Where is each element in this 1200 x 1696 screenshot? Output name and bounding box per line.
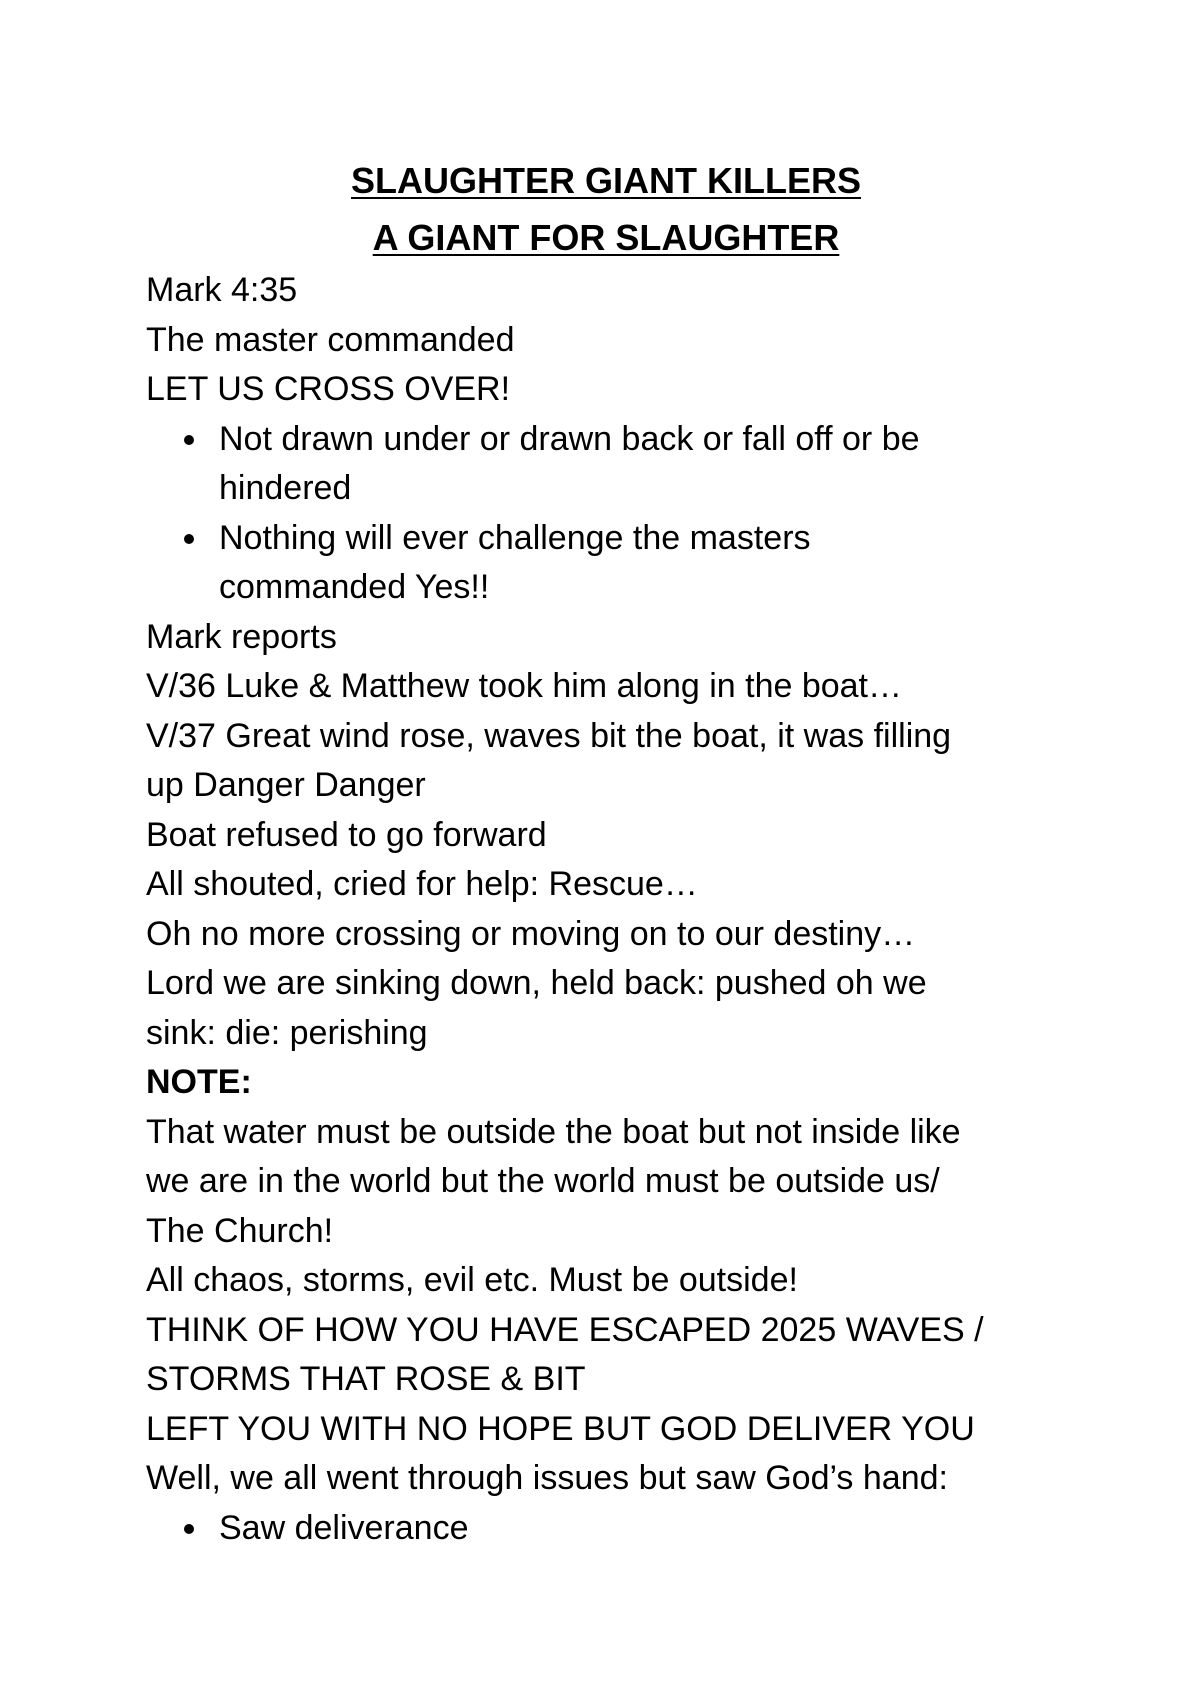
title-line-2: A GIANT FOR SLAUGHTER: [372, 217, 840, 258]
note-label: NOTE:: [146, 1063, 252, 1101]
text-line: Oh no more crossing or moving on to our destiny…: [146, 914, 916, 953]
text-line: That water must be outside the boat but not inside like: [146, 1112, 961, 1151]
bullet-icon: [184, 534, 194, 544]
list-item-line: hindered: [219, 469, 352, 507]
list-item: [146, 1504, 1066, 1554]
document-body: [146, 152, 1066, 1553]
text-line: we are in the world but the world must be outside us/: [146, 1162, 940, 1200]
intro-lines: [146, 266, 1066, 415]
text-line: All shouted, cried for help: Rescue…: [146, 865, 698, 903]
text-line: sink: die: perishing: [146, 1013, 428, 1052]
list-item: [146, 415, 1066, 514]
note-lines: [146, 1108, 1066, 1504]
text-line: Mark 4:35: [146, 271, 298, 309]
text-line: The master commanded: [146, 320, 515, 359]
text-line: Lord we are sinking down, held back: pushed oh we: [146, 964, 927, 1002]
text-line: Boat refused to go forward: [146, 815, 547, 854]
text-line: The Church!: [146, 1211, 334, 1250]
bullet-list-1: [146, 415, 1066, 613]
list-item-line: Not drawn under or drawn back or fall off or be: [219, 419, 920, 458]
text-line: THINK OF HOW YOU HAVE ESCAPED 2025 WAVES /: [146, 1310, 984, 1349]
bullet-list-2: [146, 1504, 1066, 1554]
text-line: V/36 Luke & Matthew took him along in the boat…: [146, 667, 903, 705]
bullet-icon: [184, 435, 194, 445]
title-line-1: SLAUGHTER GIANT KILLERS: [351, 160, 861, 201]
bullet-icon: [184, 1524, 194, 1534]
text-line: V/37 Great wind rose, waves bit the boat, it was filling: [146, 716, 952, 755]
list-item-line: commanded Yes!!: [219, 568, 490, 606]
text-line: STORMS THAT ROSE & BIT: [146, 1360, 586, 1398]
text-line: All chaos, storms, evil etc. Must be outside!: [146, 1261, 798, 1299]
list-item-line: Saw deliverance: [219, 1508, 469, 1547]
text-line: Mark reports: [146, 617, 337, 656]
report-lines: [146, 613, 1066, 1059]
list-item-line: Nothing will ever challenge the masters: [219, 518, 811, 557]
text-line: Well, we all went through issues but saw God’s hand:: [146, 1459, 948, 1497]
text-line: LET US CROSS OVER!: [146, 370, 511, 408]
text-line: LEFT YOU WITH NO HOPE BUT GOD DELIVER YOU: [146, 1409, 975, 1448]
text-line: up Danger Danger: [146, 766, 426, 804]
list-item: [146, 514, 1066, 613]
